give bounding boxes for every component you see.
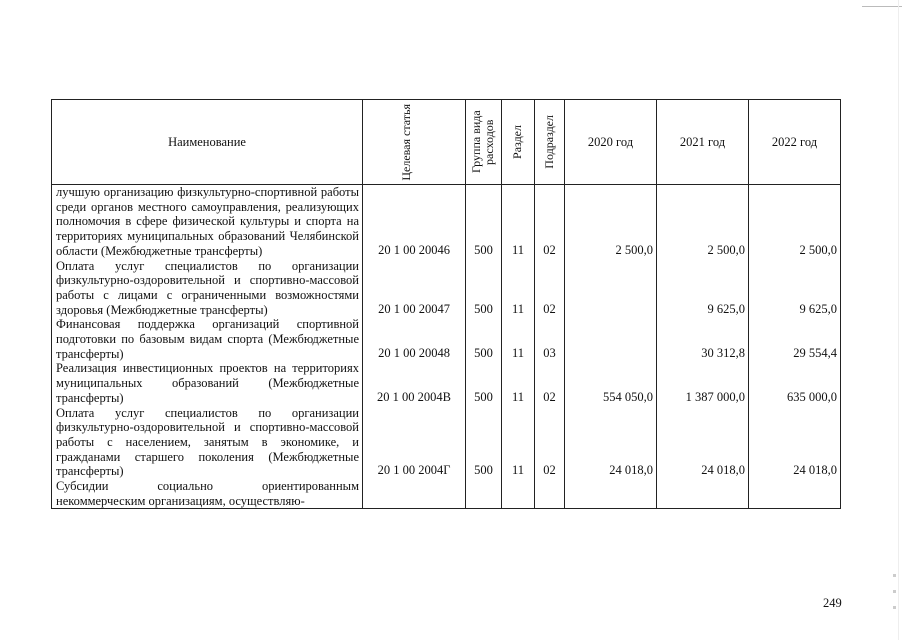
row-subsection: 02	[535, 185, 565, 259]
row-subsection: 02	[535, 361, 565, 405]
row-expense-group	[466, 479, 502, 509]
row-2020	[565, 259, 657, 318]
row-2021: 24 018,0	[657, 406, 749, 480]
row-target-article: 20 1 00 2004Г	[363, 406, 466, 480]
row-2022	[749, 479, 841, 509]
row-target-article: 20 1 00 20047	[363, 259, 466, 318]
row-expense-group: 500	[466, 185, 502, 259]
budget-table	[51, 99, 841, 509]
header-subsection: Подраздел	[535, 100, 565, 185]
header-2022: 2022 год	[749, 100, 841, 185]
row-2021: 9 625,0	[657, 259, 749, 318]
scan-mark-line	[862, 6, 902, 7]
row-subsection: 03	[535, 317, 565, 361]
header-2020: 2020 год	[565, 100, 657, 185]
scan-mark	[893, 606, 896, 609]
table-header-row	[52, 100, 841, 185]
row-2021: 2 500,0	[657, 185, 749, 259]
row-2022: 635 000,0	[749, 361, 841, 405]
row-2022: 24 018,0	[749, 406, 841, 480]
row-name: Субсидии социально ориентированным некоммерческим организациям, осуществляю-	[52, 479, 363, 509]
table-row	[52, 185, 841, 259]
table-row	[52, 259, 841, 318]
row-name: Оплата услуг специалистов по организации физкультурно-оздоровительной и спортивно-массовой работы с лицами с ограниченными возможностями здоровья (Межбюджетные трансферты)	[52, 259, 363, 318]
row-expense-group: 500	[466, 317, 502, 361]
row-section: 11	[502, 317, 535, 361]
header-section: Раздел	[502, 100, 535, 185]
row-2020	[565, 479, 657, 509]
row-target-article: 20 1 00 20046	[363, 185, 466, 259]
row-subsection: 02	[535, 406, 565, 480]
page-number: 249	[823, 596, 842, 610]
header-name: Наименование	[52, 100, 363, 185]
row-subsection	[535, 479, 565, 509]
scan-mark	[893, 590, 896, 593]
row-section: 11	[502, 259, 535, 318]
row-expense-group: 500	[466, 259, 502, 318]
table-row	[52, 317, 841, 361]
row-expense-group: 500	[466, 361, 502, 405]
scan-mark	[893, 574, 896, 577]
header-expense-group: Группа вида расходов	[466, 100, 502, 185]
row-2020: 2 500,0	[565, 185, 657, 259]
row-2020	[565, 317, 657, 361]
table-row	[52, 406, 841, 480]
row-target-article: 20 1 00 20048	[363, 317, 466, 361]
row-section	[502, 479, 535, 509]
row-subsection: 02	[535, 259, 565, 318]
row-target-article: 20 1 00 2004В	[363, 361, 466, 405]
row-2020: 24 018,0	[565, 406, 657, 480]
row-name: лучшую организацию физкультурно-спортивной работы среди органов местного самоуправления, реализующих полномочия в сфере физической культуры и спорта на территориях муниципальных образований Челябинской области (Межбюджетные трансферты)	[52, 185, 363, 259]
row-2022: 2 500,0	[749, 185, 841, 259]
row-2022: 9 625,0	[749, 259, 841, 318]
table-row	[52, 361, 841, 405]
table-row	[52, 479, 841, 509]
row-2022: 29 554,4	[749, 317, 841, 361]
row-name: Оплата услуг специалистов по организации физкультурно-оздоровительной и спортивно-массовой работы с населением, занятым в экономике, и гражданами старшего поколения (Межбюджетные трансферты)	[52, 406, 363, 480]
row-2020: 554 050,0	[565, 361, 657, 405]
row-expense-group: 500	[466, 406, 502, 480]
page-edge	[898, 0, 899, 640]
header-2021: 2021 год	[657, 100, 749, 185]
row-name: Финансовая поддержка организаций спортивной подготовки по базовым видам спорта (Межбюджетные трансферты)	[52, 317, 363, 361]
row-section: 11	[502, 406, 535, 480]
row-2021: 30 312,8	[657, 317, 749, 361]
row-section: 11	[502, 185, 535, 259]
row-2021	[657, 479, 749, 509]
row-name: Реализация инвестиционных проектов на территориях муниципальных образований (Межбюджетные трансферты)	[52, 361, 363, 405]
row-2021: 1 387 000,0	[657, 361, 749, 405]
header-target-article: Целевая статья	[363, 100, 466, 185]
row-target-article	[363, 479, 466, 509]
row-section: 11	[502, 361, 535, 405]
